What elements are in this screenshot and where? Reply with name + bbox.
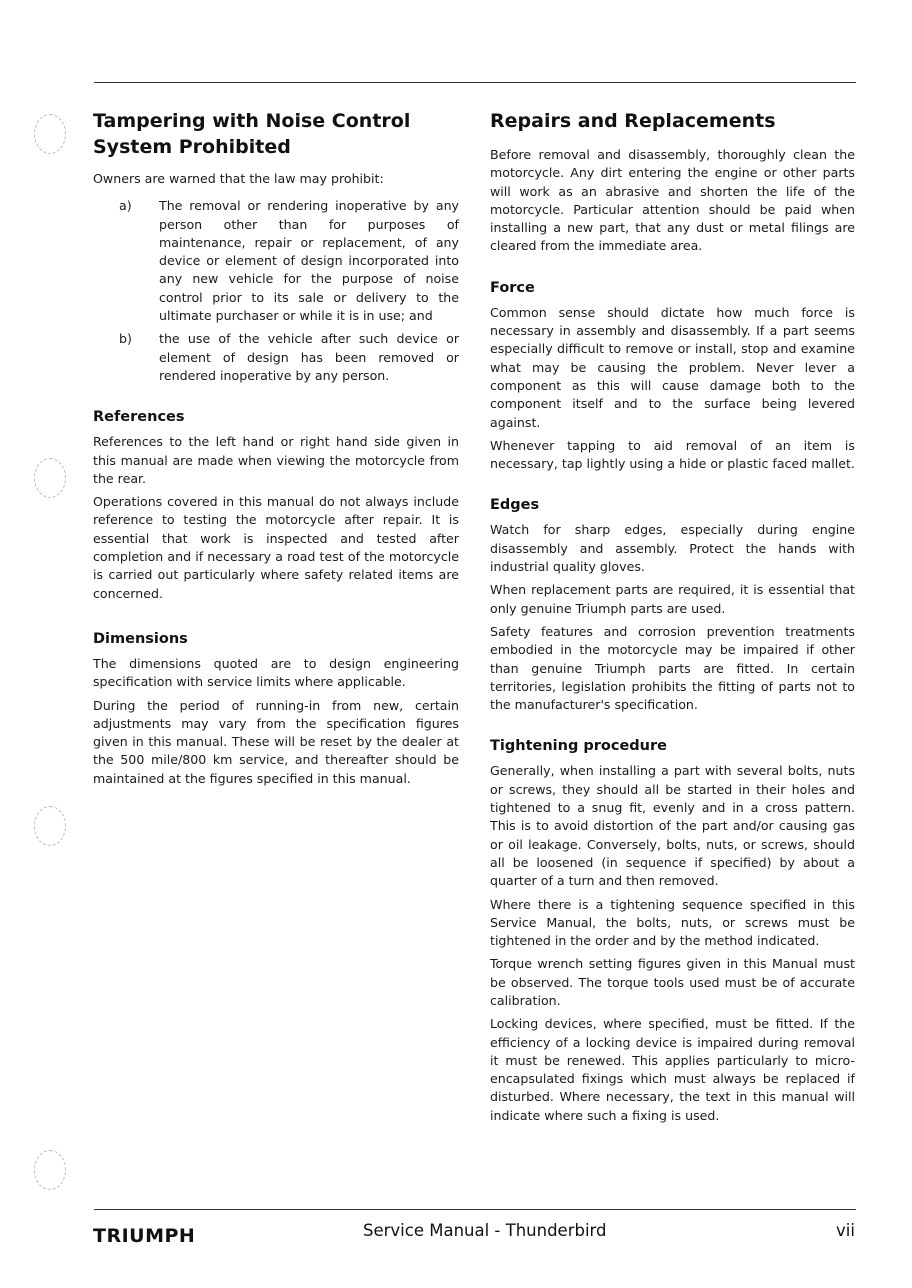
- left-column: [93, 108, 459, 793]
- paragraph: The dimensions quoted are to design engineering specification with service limits where applicable.: [93, 655, 459, 690]
- right-column: [490, 108, 855, 1130]
- paragraph: Common sense should dictate how much force is necessary in assembly and disassembly. If a part seems especially difficult to remove or install, stop and examine what may be causing the problem. Never lever a component as this will cause damage both to the component itself and to the surface being levered against.: [490, 304, 855, 430]
- paragraph: Before removal and disassembly, thoroughly clean the motorcycle. Any dirt entering the engine or other parts will work as an abrasive and shorten the life of the motorcycle. Particular attention should be paid when installing a new part, that any dust or metal filings are cleared from the immediate area.: [490, 147, 855, 254]
- punch-hole-mark: [34, 806, 66, 846]
- paragraph: Generally, when installing a part with several bolts, nuts or screws, they should all be started in their holes and tightened to a snug fit, evenly and in a cross pattern. This is to avoid distortion of the part and/or causing gas or oil leakage. Conversely, bolts, nuts, or screws, should all be loosened (in sequence if specified) by about a quarter of a turn and then removed.: [490, 763, 855, 889]
- page-number: vii: [836, 1221, 855, 1240]
- paragraph: When replacement parts are required, it is essential that only genuine Triumph parts are used.: [490, 582, 855, 616]
- punch-hole-mark: [34, 458, 66, 498]
- triumph-logo: TRIUMPH: [93, 1225, 196, 1247]
- prohibition-list: [93, 197, 459, 385]
- section-title-tampering: [93, 108, 459, 160]
- section-heading-edges: Edges: [490, 497, 540, 514]
- section-heading-references: References: [93, 409, 185, 426]
- list-marker: b): [119, 331, 132, 347]
- paragraph: Torque wrench setting figures given in this Manual must be observed. The torque tools used must be of accurate calibration.: [490, 956, 855, 1008]
- paragraph: Locking devices, where specified, must be fitted. If the efficiency of a locking device is impaired during removal it must be renewed. This applies particularly to micro-encapsulated fixings which must always be replaced if disturbed. Where necessary, the text in this manual will indicate where such a fixing is used.: [490, 1016, 855, 1123]
- paragraph: Operations covered in this manual do not always include reference to testing the motorcycle after repair. It is essential that work is inspected and tested after completion and if necessary a road test of the motorcycle is carried out particularly where safety related items are concerned.: [93, 494, 459, 601]
- paragraph: Whenever tapping to aid removal of an item is necessary, tap lightly using a hide or plastic faced mallet.: [490, 437, 855, 472]
- section-heading-tightening: Tightening procedure: [490, 738, 667, 755]
- list-item: [93, 330, 459, 385]
- title-line: Tampering with Noise Control: [93, 110, 411, 132]
- list-item: [93, 197, 459, 325]
- section-title-repairs: Repairs and Replacements: [490, 110, 776, 132]
- section-heading-dimensions: Dimensions: [93, 630, 188, 647]
- paragraph: Safety features and corrosion prevention treatments embodied in the motorcycle may be impaired if other than genuine Triumph parts are fitted. In certain territories, legislation prohibits the fitting of parts not to the manufacturer's specification.: [490, 623, 855, 713]
- paragraph: Watch for sharp edges, especially during engine disassembly and assembly. Protect the hands with industrial quality gloves.: [490, 522, 855, 575]
- punch-hole-mark: [34, 114, 66, 154]
- paragraph: Where there is a tightening sequence specified in this Service Manual, the bolts, nuts, or screws must be tightened in the order and by the method indicated.: [490, 896, 855, 949]
- paragraph: During the period of running-in from new, certain adjustments may vary from the specification figures given in this manual. These will be reset by the dealer at the 500 mile/800 km service, and thereafter should be maintained at the figures specified in this manual.: [93, 697, 459, 786]
- header-rule: [94, 82, 856, 83]
- footer-rule: [94, 1209, 856, 1210]
- list-item-text: The removal or rendering inoperative by any person other than for purposes of maintenance, repair or replacement, of any device or element of design incorporated into any new vehicle for the purpose of noise control prior to its sale or delivery to the ultimate purchaser or while it is in use; and: [159, 198, 459, 324]
- paragraph: References to the left hand or right hand side given in this manual are made when viewing the motorcycle from the rear.: [93, 434, 459, 486]
- list-marker: a): [119, 198, 132, 214]
- list-item-text: the use of the vehicle after such device or element of design has been removed or rendered inoperative by any person.: [159, 331, 459, 383]
- footer-title: Service Manual - Thunderbird: [363, 1221, 607, 1240]
- paragraph: Owners are warned that the law may prohibit:: [93, 171, 384, 186]
- section-heading-force: Force: [490, 279, 535, 296]
- title-line: System Prohibited: [93, 136, 291, 158]
- punch-hole-mark: [34, 1150, 66, 1190]
